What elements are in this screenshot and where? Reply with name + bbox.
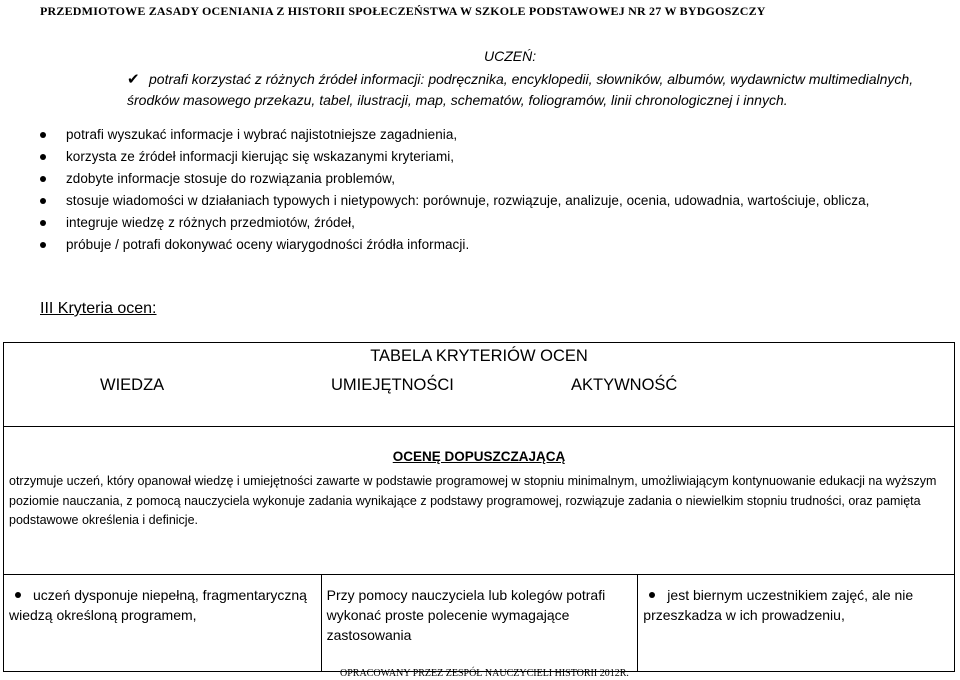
uczen-heading: UCZEŃ: xyxy=(484,48,537,64)
bullet-icon xyxy=(40,154,46,160)
bullet-icon xyxy=(15,592,21,598)
bullet-text: próbuje / potrafi dokonywać oceny wiarygodności źródła informacji. xyxy=(66,237,470,252)
aktywnosc-cell xyxy=(638,574,955,672)
checkmark-icon: ✔ xyxy=(127,71,140,88)
bullet-icon xyxy=(40,132,46,138)
bullet-icon xyxy=(40,242,46,248)
bullet-text: stosuje wiadomości w działaniach typowych i nietypowych: porównuje, rozwiązuje, analizuje, ocenia, udowadnia, wartościuje, oblicza, xyxy=(66,193,870,208)
bullet-item xyxy=(40,168,950,190)
bullet-icon xyxy=(40,220,46,226)
section-title: III Kryteria ocen: xyxy=(40,300,157,317)
bullet-item xyxy=(40,146,950,168)
column-umiejetnosci: UMIEJĘTNOŚCI xyxy=(331,376,454,394)
table-title: TABELA KRYTERIÓW OCEN xyxy=(370,347,588,365)
bullet-icon xyxy=(649,592,655,598)
bullet-text: potrafi wyszukać informacje i wybrać najistotniejsze zagadnienia, xyxy=(66,127,458,142)
page-header: PRZEDMIOTOWE ZASADY OCENIANIA Z HISTORII SPOŁECZEŃSTWA W SZKOLE PODSTAWOWEJ NR 27 W BYDGOSZCZY xyxy=(40,4,766,18)
column-aktywnosc: AKTYWNOŚĆ xyxy=(571,376,678,394)
bullet-item xyxy=(40,212,950,234)
bullet-text: korzysta ze źródeł informacji kierując się wskazanymi kryteriami, xyxy=(66,149,455,164)
table-column-headers xyxy=(4,376,954,400)
wiedza-text: uczeń dysponuje niepełną, fragmentaryczną wiedzą określoną programem, xyxy=(9,586,307,623)
grade-title: OCENĘ DOPUSZCZAJĄCĄ xyxy=(392,449,566,465)
umiejetnosci-text: Przy pomocy nauczyciela lub kolegów potrafi wykonać proste polecenie wymagające zastosowania xyxy=(326,586,606,643)
bullet-text: zdobyte informacje stosuje do rozwiązania problemów, xyxy=(66,171,396,186)
page-footer: OPRACOWANY PRZEZ ZESPÓŁ NAUCZYCIELI HISTORII 2012R. xyxy=(340,668,629,679)
aktywnosc-text: jest biernym uczestnikiem zajęć, ale nie przeszkadza w ich prowadzeniu, xyxy=(643,586,914,623)
bullet-icon xyxy=(40,176,46,182)
umiejetnosci-cell xyxy=(321,574,638,672)
check-item-text: potrafi korzystać z różnych źródeł informacji: podręcznika, encyklopedii, słowników, albumów, wydawnictw multimedialnych, środków masowego przekazu, tabel, ilustracji, map, schematów, foliogramów, linii chronologicznej i innych. xyxy=(127,71,914,108)
bullet-icon xyxy=(40,198,46,204)
criteria-table xyxy=(3,342,955,672)
column-wiedza: WIEDZA xyxy=(100,376,165,394)
bullet-item xyxy=(40,234,950,256)
skills-bullet-list xyxy=(40,124,950,256)
table-header-cell xyxy=(4,343,955,427)
bullet-item xyxy=(40,190,950,212)
grade-cell xyxy=(4,427,955,574)
grade-description: otrzymuje uczeń, który opanował wiedzę i umiejętności zawarte w podstawie programowej w stopniu minimalnym, umożliwiającym kontynuowanie edukacji na wyższym poziomie nauczania, z pomocą nauczyciela wykonuje zadania wynikające z podstawy programowej, rozwiązuje zadania o niewielkim stopniu trudności, oraz pamięta podstawowe określenia i definicje. xyxy=(9,474,937,528)
wiedza-cell xyxy=(4,574,322,672)
bullet-item xyxy=(40,124,950,146)
check-list-item xyxy=(127,69,947,111)
bullet-text: integruje wiedzę z różnych przedmiotów, źródeł, xyxy=(66,215,355,230)
